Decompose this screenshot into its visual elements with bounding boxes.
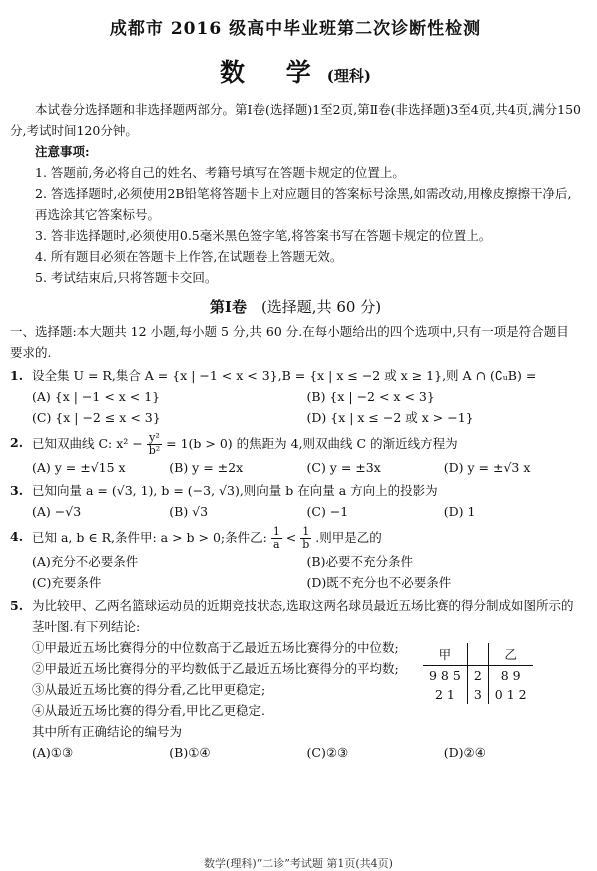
left-leaves: 2 1: [434, 687, 455, 702]
intro-paragraph: 本试卷分选择题和非选择题两部分。第Ⅰ卷(选择题)1至2页,第Ⅱ卷(非选择题)3至4页,共4页,满分150分,考试时间120分钟。: [10, 102, 581, 138]
fraction: [147, 432, 162, 457]
exam-title: 成都市 2016 级高中毕业班第二次诊断性检测: [109, 19, 482, 39]
question-1: [10, 365, 581, 386]
option-b: (B) {x | −2 < x < 3}: [306, 389, 435, 404]
numerator: 1: [300, 526, 311, 539]
subject-note: (理科): [326, 67, 371, 85]
question-number: 3.: [10, 483, 24, 498]
conclusion-3: ③从最近五场比赛的得分看,乙比甲更稳定;: [32, 682, 266, 697]
question-number: 1.: [10, 368, 24, 383]
question-stem: 已知向量 a = (√3, 1), b = (−3, √3),则向量 b 在向量 a 方向上的投影为: [32, 483, 438, 498]
right-leaves: 8 9: [500, 668, 521, 683]
part1-heading: [10, 296, 581, 317]
notice-item-4: 4. 所有题目必须在答题卡上作答,在试题卷上答题无效。: [35, 249, 343, 264]
section-instruction: 一、选择题:本大题共 12 小题,每小题 5 分,共 60 分.在每小题给出的四个选项中,只有一项是符合题目要求的.: [10, 324, 569, 360]
stem-text-post: .则甲是乙的: [315, 530, 382, 545]
denominator: a: [273, 538, 280, 551]
option-c: (C) −1: [306, 504, 349, 519]
question-stem: 为比较甲、乙两名篮球运动员的近期竞技状态,选取这两名球员最近五场比赛的得分制成如图所示的茎叶图.有下列结论:: [32, 598, 574, 634]
question-3-options: [10, 501, 581, 522]
question-stem: 设全集 U = R,集合 A = {x | −1 < x < 3},B = {x | x ≤ −2 或 x ≥ 1},则 A ∩ (∁ᵤB) =: [32, 368, 537, 383]
notice-heading: 注意事项:: [35, 144, 90, 159]
question-number: 2.: [10, 435, 24, 450]
denominator: b: [302, 538, 310, 551]
conclusion-2: ②甲最近五场比赛得分的平均数低于乙最近五场比赛得分的平均数;: [32, 661, 399, 676]
option-b: (B) √3: [169, 504, 209, 519]
question-3: [10, 480, 581, 501]
notice-item-3: 3. 答非选择题时,必须使用0.5毫米黑色签字笔,将答案书写在答题卡规定的位置上。: [35, 228, 492, 243]
left-leaves: 9 8 5: [429, 668, 461, 683]
option-d: (D) y = ±√3 x: [443, 460, 531, 475]
stem: 2: [467, 666, 488, 686]
option-c: (C)充要条件: [32, 575, 102, 590]
stem-text-post: = 1(b > 0) 的焦距为 4,则双曲线 C 的渐近线方程为: [166, 436, 458, 451]
question-4-options: [10, 551, 581, 593]
option-b: (B) y = ±2x: [169, 460, 244, 475]
option-c: (C) y = ±3x: [306, 460, 381, 475]
subject-title: [10, 53, 581, 89]
numerator: y²: [147, 432, 162, 445]
left-label: 甲: [423, 643, 467, 666]
part1-subtitle: (选择题,共 60 分): [260, 298, 382, 316]
option-d: (D) {x | x ≤ −2 或 x > −1}: [306, 410, 474, 425]
option-a: (A)①③: [32, 745, 74, 760]
question-stem: [32, 526, 581, 551]
conclusions: [32, 637, 411, 721]
right-leaves: 0 1 2: [494, 687, 527, 702]
page-footer: 数学(理科)“二诊”考试题 第1页(共4页): [204, 857, 393, 870]
question-number: 5.: [10, 598, 24, 613]
part1-title: 第Ⅰ卷: [209, 298, 247, 316]
notice-item-5: 5. 考试结束后,只将答题卡交回。: [35, 270, 218, 285]
subject-name: 数 学: [220, 58, 327, 87]
option-d: (D)②④: [443, 745, 486, 760]
option-d: (D)既不充分也不必要条件: [306, 575, 452, 590]
stem-leaf-table: [423, 643, 533, 704]
less-than: <: [285, 530, 297, 545]
stem: 3: [467, 685, 488, 704]
option-a: (A) y = ±√15 x: [32, 460, 126, 475]
conclusion-4: ④从最近五场比赛的得分看,甲比乙更稳定.: [32, 703, 265, 718]
question-5: [10, 595, 581, 637]
question-5-body: [10, 637, 581, 721]
conclusion-1: ①甲最近五场比赛得分的中位数高于乙最近五场比赛得分的中位数;: [32, 640, 399, 655]
stem-text-pre: 已知双曲线 C: x² −: [32, 436, 143, 451]
option-d: (D) 1: [443, 504, 476, 519]
stem-text-pre: 已知 a, b ∈ R,条件甲: a > b > 0;条件乙:: [32, 530, 267, 545]
question-5-options: [10, 742, 581, 763]
option-a: (A) {x | −1 < x < 1}: [32, 389, 161, 404]
fraction-1-over-b: [300, 526, 311, 551]
numerator: 1: [272, 525, 280, 538]
stem-leaf-plot: [411, 643, 581, 721]
option-b: (B)①④: [169, 745, 211, 760]
option-a: (A) −√3: [32, 504, 82, 519]
denominator: b²: [148, 444, 161, 457]
option-c: (C) {x | −2 ≤ x < 3}: [32, 410, 161, 425]
question-number: 4.: [10, 529, 24, 544]
notice-item-1: 1. 答题前,务必将自己的姓名、考籍号填写在答题卡规定的位置上。: [35, 165, 405, 180]
fraction-1-over-a: [271, 526, 282, 551]
question-2: [10, 432, 581, 457]
question-2-options: [10, 457, 581, 478]
option-a: (A)充分不必要条件: [32, 554, 139, 569]
question-stem: [32, 432, 581, 457]
option-c: (C)②③: [306, 745, 349, 760]
question-5-ask: 其中所有正确结论的编号为: [32, 724, 183, 739]
question-1-options: [10, 386, 581, 428]
notice-item-2: 2. 答选择题时,必须使用2B铅笔将答题卡上对应题目的答案标号涂黑,如需改动,用橡皮擦擦干净后,再选涂其它答案标号。: [35, 186, 572, 222]
question-4: [10, 526, 581, 551]
option-b: (B)必要不充分条件: [306, 554, 413, 569]
right-label: 乙: [488, 643, 532, 666]
